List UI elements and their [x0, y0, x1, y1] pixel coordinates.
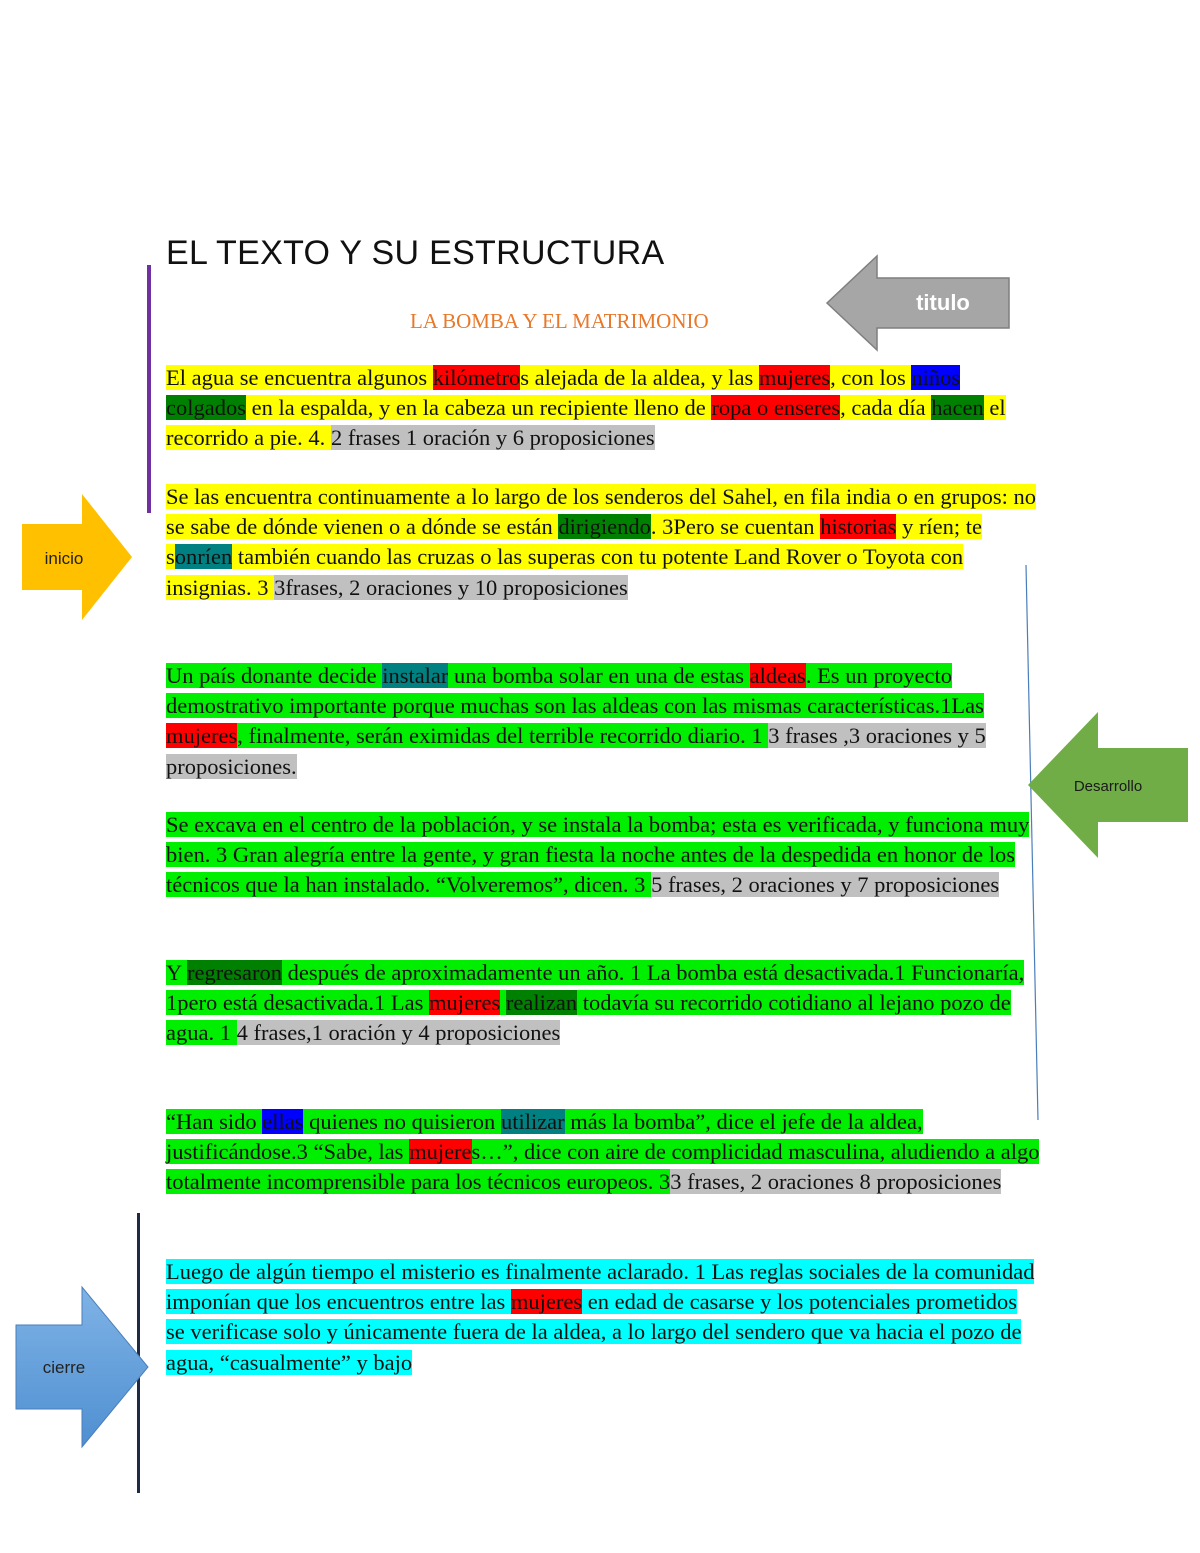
text-run: , cada día [840, 395, 932, 421]
text-run: , finalmente, serán eximidas del terrible recorrido diario. 1 [237, 723, 769, 749]
text-run: Un país donante decide [166, 663, 383, 688]
count-note: 3 frases ,3 oraciones y 5 proposiciones. [166, 723, 986, 779]
noun-highlight: historias [820, 514, 897, 540]
infinitive-highlight: instalar [382, 663, 449, 688]
titulo-arrow [825, 254, 1015, 352]
paragraph-6 [166, 1107, 1041, 1198]
noun-highlight: aldeas [749, 663, 806, 688]
noun-highlight: mujeres [429, 990, 501, 1016]
text-run: también cuando las cruzas o las superas con tu potente Land Rover o Toyota con insignias. 3 [166, 544, 964, 600]
text-run: s alejada de la aldea, y las [520, 365, 759, 390]
verb-highlight: hacen [931, 395, 984, 421]
noun-highlight: mujere [409, 1139, 472, 1165]
pronoun-highlight: niños [911, 365, 961, 390]
page-heading: EL TEXTO Y SU ESTRUCTURA [166, 234, 665, 272]
text-run: . Es un proyecto demostrativo importante porque muchas son las aldeas con las mismas características.1Las [166, 663, 984, 719]
inicio-label: inicio [44, 549, 84, 568]
cierre-label: cierre [42, 1358, 86, 1377]
paragraph-4 [166, 810, 1041, 901]
text-run: más la bomba”, dice el jefe de la aldea, justificándose.3 “Sabe, las [166, 1109, 923, 1165]
paragraph-3 [166, 661, 1041, 782]
text-run: “Han sido [166, 1109, 263, 1134]
text-run: quienes no quisieron [303, 1109, 501, 1134]
text-run: . 3Pero se cuentan [650, 514, 821, 540]
verb-highlight: dirigiendo [558, 514, 651, 540]
pronoun-highlight: ellas [262, 1109, 304, 1134]
story-title: LA BOMBA Y EL MATRIMONIO [410, 309, 709, 333]
count-note: 5 frases, 2 oraciones y 7 proposiciones [651, 872, 1000, 898]
paragraph-1 [166, 363, 1041, 454]
titulo-label: titulo [916, 290, 970, 315]
count-note: 4 frases,1 oración y 4 proposiciones [236, 1020, 561, 1046]
noun-highlight: kilómetro [432, 365, 521, 390]
text-run: Se excava en el centro de la población, y se instala la bomba; esta es verificada, y funciona muy bien. 3 Gran alegría entre la gente, y gran fiesta la noche antes de la despedida en honor de los técnicos que la han instalado. “Volveremos”, dicen. 3 [166, 812, 1030, 898]
noun-highlight: ropa o enseres [711, 395, 841, 421]
cierre-arrow [14, 1285, 152, 1450]
text-run: , con los [830, 365, 912, 390]
noun-highlight: mujeres [166, 723, 238, 749]
noun-highlight: mujeres [758, 365, 831, 390]
desarrollo-label: Desarrollo [1073, 778, 1143, 795]
verb-highlight: colgados [166, 395, 246, 421]
text-run: Y [166, 960, 188, 985]
count-note: 3frases, 2 oraciones y 10 proposiciones [274, 574, 628, 600]
text-run: el recorrido a pie. 4. [166, 395, 1006, 451]
text-run: Se las encuentra continuamente a lo largo de los senderos del Sahel, en fila india o en grupos: no se sabe de dónde vienen o a dónde se están [166, 484, 1036, 540]
text-run: en edad de casarse y los potenciales prometidos se verificase solo y únicamente fuera de la aldea, a lo largo del sendero que va hacia el pozo de agua, “casualmente” y bajo [166, 1289, 1022, 1375]
verb-highlight: regresaron [187, 960, 282, 985]
verb-highlight: realizan [505, 990, 578, 1016]
text-run: y ríen; te s [166, 514, 983, 570]
inicio-bracket-line [147, 265, 151, 513]
text-run: en la espalda, y en la cabeza un recipiente lleno de [245, 395, 712, 421]
inicio-arrow [22, 492, 134, 622]
text-run: El agua se encuentra algunos [166, 365, 433, 390]
paragraph-7 [166, 1257, 1041, 1378]
text-run: una bomba solar en una de estas [448, 663, 750, 688]
paragraph-2 [166, 482, 1041, 603]
count-note: 2 frases 1 oración y 6 proposiciones [330, 425, 655, 451]
count-note: 3 frases, 2 oraciones 8 proposiciones [670, 1169, 1002, 1195]
desarrollo-arrow [1026, 710, 1192, 860]
noun-highlight: mujeres [510, 1289, 583, 1315]
text-run: después de aproximadamente un año. 1 La bomba está desactivada.1 Funcionaría, 1pero está desactivada.1 Las [166, 960, 1025, 1016]
text-run: Luego de algún tiempo el misterio es finalmente aclarado. 1 Las reglas sociales de la comunidad imponían que los encuentros entre las [166, 1259, 1035, 1315]
text-run: todavía su recorrido cotidiano al lejano pozo de agua. 1 [166, 990, 1011, 1046]
paragraph-5 [166, 958, 1041, 1049]
infinitive-highlight: onríen [174, 544, 233, 570]
infinitive-highlight: utilizar [500, 1109, 565, 1134]
text-run: s…”, dice con aire de complicidad masculina, aludiendo a algo totalmente incomprensible para los técnicos europeos. 3 [166, 1139, 1040, 1195]
